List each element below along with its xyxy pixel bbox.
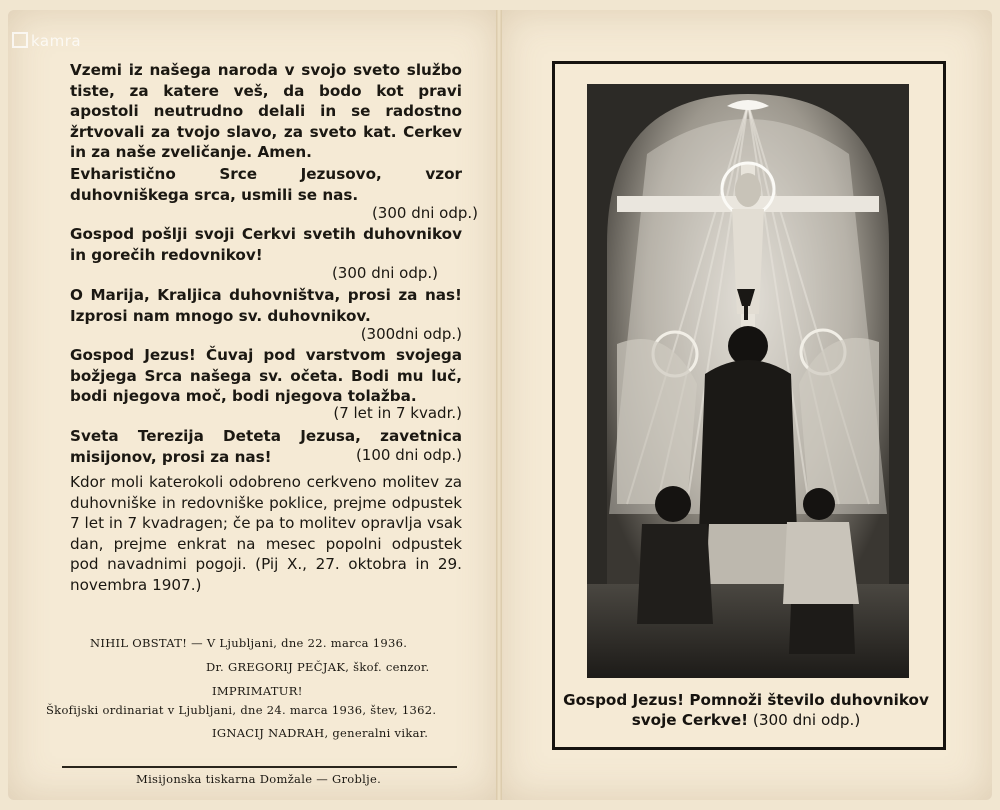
invocation-4-indulgence: (7 let in 7 kvadr.) <box>333 404 462 422</box>
caption-prayer: Gospod Jezus! Pomnoži število duhovnikov svoje Cerkve! <box>563 691 929 729</box>
center-fold <box>496 10 502 800</box>
censor: Dr. GREGORIJ PEČJAK, škof. cenzor. <box>206 660 430 674</box>
watermark-box-icon <box>12 32 28 48</box>
caption-indulgence: (300 dni odp.) <box>752 711 861 729</box>
nihil-obstat: NIHIL OBSTAT! — V Ljubljani, dne 22. marca 1936. <box>90 636 408 650</box>
watermark-logo <box>12 32 81 50</box>
invocation-4-text: Gospod Jezus! Čuvaj pod varstvom svojega božjega Srca našega sv. očeta. Bodi mu luč, bodi njegova moč, bodi njegova tolažba. <box>70 346 462 405</box>
watermark-text: kamra <box>31 32 82 50</box>
picture-caption <box>560 690 932 730</box>
imprimatur: IMPRIMATUR! <box>212 684 303 698</box>
devotional-image <box>587 84 909 678</box>
prayer-intro: Vzemi iz našega naroda v svojo sveto službo tiste, za katere veš, da bodo kot pravi apostoli neutrudno delali in se radostno žrtvovali za tvojo slavo, za sveto kat. Cerkev in za naše zveličanje. Amen. <box>70 61 462 161</box>
invocation-5-text: Sveta Terezija Deteta Jezusa, zavetnica misijonov, prosi za nas! <box>70 427 462 466</box>
bottom-rule <box>62 766 457 768</box>
invocation-2 <box>70 224 462 265</box>
invocation-3-text: O Marija, Kraljica duhovništva, prosi za nas! Izprosi nam mnogo sv. duhovnikov. <box>70 286 462 325</box>
invocation-3 <box>70 285 462 326</box>
indulgence-note: Kdor moli katerokoli odobreno cerkveno molitev za duhovniške in redovniške poklice, prejme odpustek 7 let in 7 kvadragen; če pa to molitev opravlja vsak dan, prejme enkrat na mesec popolni odpustek pod navadnimi pogoji. (Pij X., 27. oktobra in 29. novembra 1907.) <box>70 473 462 594</box>
invocation-1-indulgence: (300 dni odp.) <box>371 204 478 222</box>
invocation-5-indulgence: (100 dni odp.) <box>355 446 462 464</box>
ordinariat: Škofijski ordinariat v Ljubljani, dne 24. marca 1936, štev, 1362. <box>46 703 437 717</box>
invocation-4 <box>70 345 462 407</box>
invocation-2-text: Gospod pošlji svoji Cerkvi svetih duhovnikov in gorečih redovnikov! <box>70 225 462 264</box>
vicar: IGNACIJ NADRAH, generalni vikar. <box>212 726 429 740</box>
invocation-3-indulgence: (300dni odp.) <box>360 325 462 343</box>
invocation-1-text: Evharistično Srce Jezusovo, vzor duhovniškega srca, usmili se nas. <box>70 165 462 204</box>
printer-imprint: Misijonska tiskarna Domžale — Groblje. <box>136 772 382 786</box>
crucifixion-altar-illustration <box>587 84 909 678</box>
invocation-2-indulgence: (300 dni odp.) <box>331 264 438 282</box>
invocation-1 <box>70 164 462 205</box>
